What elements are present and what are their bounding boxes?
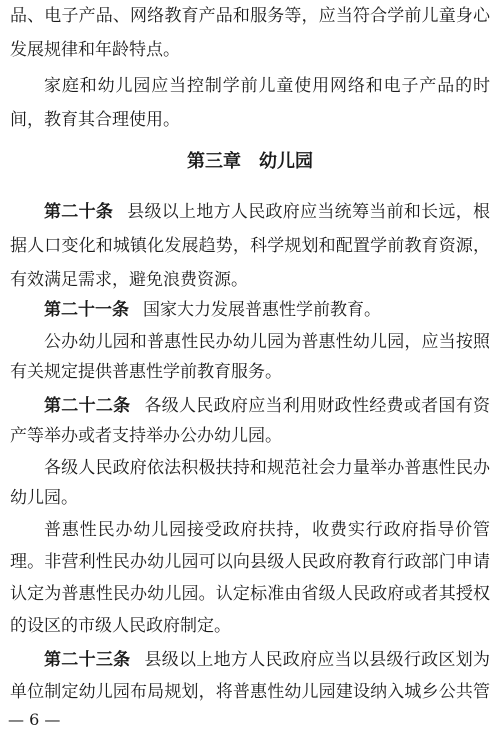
- paragraph-line: 单位制定幼儿园布局规划，将普惠性幼儿园建设纳入城乡公共管: [10, 682, 490, 702]
- paragraph-line: 发展规律和年龄特点。: [10, 40, 180, 60]
- article-first-line: [10, 394, 490, 418]
- paragraph-line: 公办幼儿园和普惠性民办幼儿园为普惠性幼儿园，应当按照: [44, 332, 490, 352]
- article-text: 县级以上地方人民政府应当统筹当前和长远，根: [127, 202, 490, 222]
- article-number: 第二十二条: [44, 396, 131, 416]
- paragraph-line: 据人口变化和城镇化发展趋势，科学规划和配置学前教育资源，: [10, 236, 490, 256]
- chapter-title: 第三章 幼儿园: [187, 151, 313, 172]
- paragraph-line: 幼儿园。: [10, 488, 78, 508]
- paragraph-line: 品、电子产品、网络教育产品和服务等，应当符合学前儿童身心: [10, 6, 490, 26]
- paragraph-line: 的设区的市级人民政府制定。: [10, 616, 231, 636]
- paragraph-line: 有效满足需求，避免浪费资源。: [10, 270, 248, 290]
- page-number: — 6 —: [8, 710, 61, 729]
- article-first-line: [10, 298, 490, 322]
- article-first-line: [10, 648, 490, 672]
- article-first-line: [10, 200, 490, 224]
- article-text: 各级人民政府应当利用财政性经费或者国有资: [144, 396, 490, 416]
- paragraph-line: 理。非营利性民办幼儿园可以向县级人民政府教育行政部门申请: [10, 552, 490, 572]
- paragraph-line: 产等举办或者支持举办公办幼儿园。: [10, 426, 282, 446]
- article-number: 第二十三条: [44, 650, 131, 670]
- paragraph-line: 各级人民政府依法积极扶持和规范社会力量举办普惠性民办: [44, 458, 490, 478]
- paragraph-line: 认定为普惠性民办幼儿园。认定标准由省级人民政府或者其授权: [10, 584, 490, 604]
- paragraph-line: 普惠性民办幼儿园接受政府扶持，收费实行政府指导价管: [44, 520, 490, 540]
- article-number: 第二十一条: [44, 300, 129, 320]
- article-text: 国家大力发展普惠性学前教育。: [143, 300, 381, 320]
- paragraph-line: 家庭和幼儿园应当控制学前儿童使用网络和电子产品的时: [44, 76, 490, 96]
- article-number: 第二十条: [44, 202, 114, 222]
- article-text: 县级以上地方人民政府应当以县级行政区划为: [144, 650, 490, 670]
- paragraph-line: 间，教育其合理使用。: [10, 110, 180, 130]
- paragraph-line: 有关规定提供普惠性学前教育服务。: [10, 362, 282, 382]
